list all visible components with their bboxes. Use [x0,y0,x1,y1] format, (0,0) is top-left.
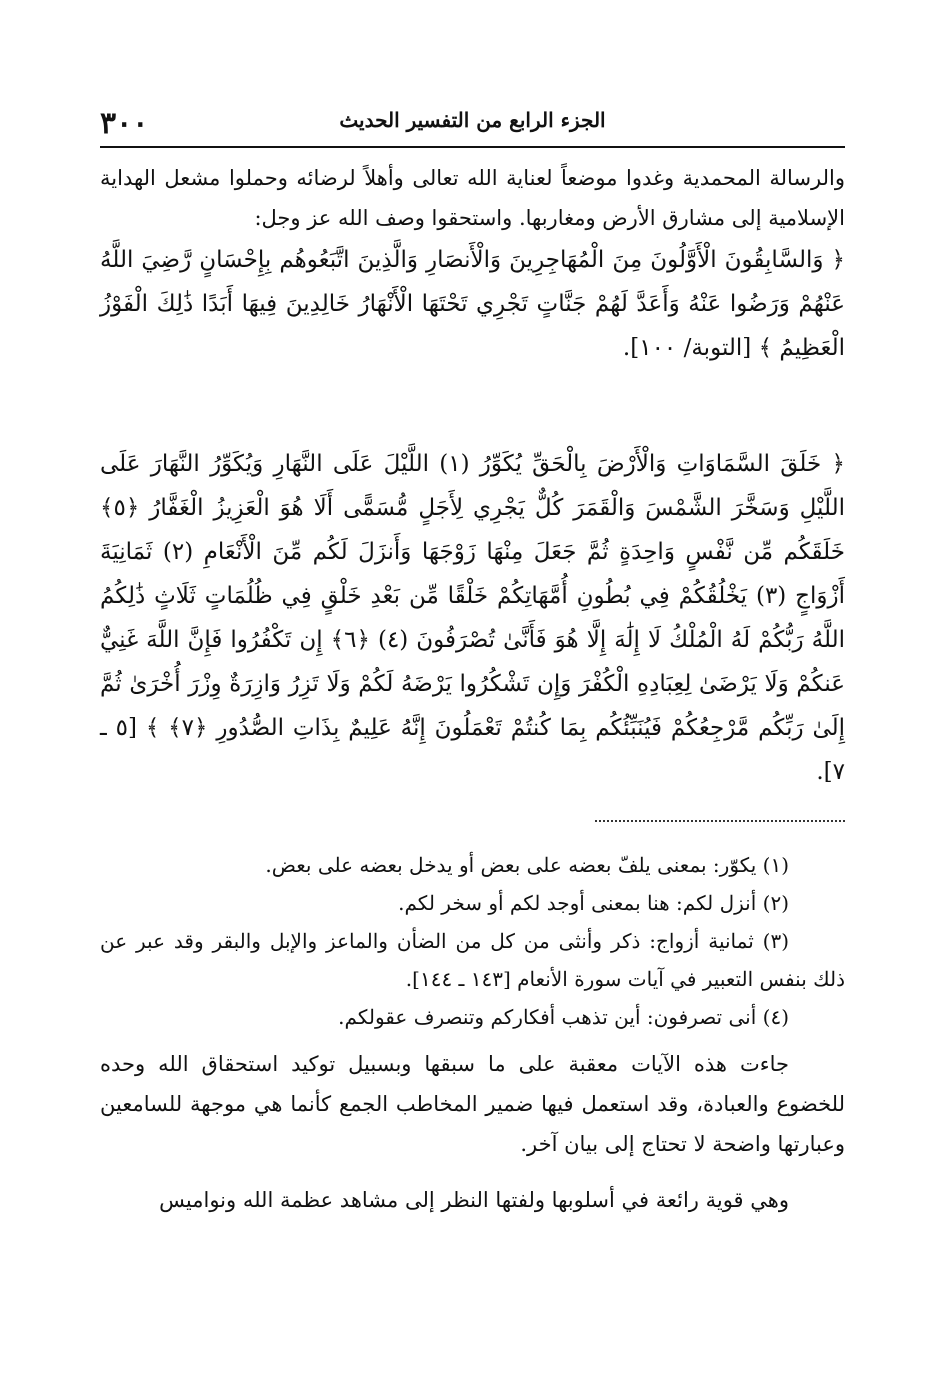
intro-text: والرسالة المحمدية وغدوا موضعاً لعناية الله تعالى وأهلاً لرضائه وحملوا مشعل الهداية الإسلامية إلى مشارق الأرض ومغاربها. واستحقوا وصف الله عز وجل: [100,166,845,230]
quran-reference: [التوبة/ ١٠٠]. [622,335,752,361]
footnote-3: (٣) ثمانية أزواج: ذكر وأنثى من كل من الضأن والماعز والإبل والبقر وقد عبر عن ذلك بنفس التعبير في آيات سورة الأنعام [١٤٣ ـ ١٤٤]. [100,929,845,991]
page-number: ٣٠٠ [100,106,149,141]
footnote-separator [595,820,845,822]
quran-verses-text: ﴿ خَلَقَ السَّمَاوَاتِ وَالْأَرْضَ بِالْحَقِّ يُكَوِّرُ (١) اللَّيْلَ عَلَى النَّهَارِ وَيُكَوِّرُ النَّهَارَ عَلَى اللَّيْلِ وَسَخَّرَ الشَّمْسَ وَالْقَمَرَ كُلٌّ يَجْرِي لِأَجَلٍ مُّسَمًّى أَلَا هُوَ الْعَزِيزُ الْغَفَّارُ ﴿٥﴾ خَلَقَكُم مِّن نَّفْسٍ وَاحِدَةٍ ثُمَّ جَعَلَ مِنْهَا زَوْجَهَا وَأَنزَلَ لَكُم مِّنَ الْأَنْعَامِ (٢) ثَمَانِيَةَ أَزْوَاجٍ (٣) يَخْلُقُكُمْ فِي بُطُونِ أُمَّهَاتِكُمْ خَلْقًا مِّن بَعْدِ خَلْقٍ فِي ظُلُمَاتٍ ثَلَاثٍ ذَٰلِكُمُ اللَّهُ رَبُّكُمْ لَهُ الْمُلْكُ لَا إِلَٰهَ إِلَّا هُوَ فَأَنَّىٰ تُصْرَفُونَ (٤) ﴿٦﴾ إِن تَكْفُرُوا فَإِنَّ اللَّهَ غَنِيٌّ عَنكُمْ وَلَا يَرْضَىٰ لِعِبَادِهِ الْكُفْرَ وَإِن تَشْكُرُوا يَرْضَهُ لَكُمْ وَلَا تَزِرُ وَازِرَةٌ وِزْرَ أُخْرَىٰ ثُمَّ إِلَىٰ رَبِّكُم مَّرْجِعُكُمْ فَيُنَبِّئُكُم بِمَا كُنتُمْ تَعْمَلُونَ إِنَّهُ عَلِيمٌ بِذَاتِ الصُّدُورِ ﴿٧﴾ ﴾ [100,451,846,741]
quran-reference: [٥ ـ ٧]. [100,715,845,785]
footnote-4: (٤) أنى تصرفون: أين تذهب أفكاركم وتنصرف عقولكم. [338,1005,789,1029]
commentary-paragraph-2: وهي قوية رائعة في أسلوبها ولفتها النظر إلى مشاهد عظمة الله ونواميس [159,1188,789,1212]
quran-verse-text: ﴿ وَالسَّابِقُونَ الْأَوَّلُونَ مِنَ الْمُهَاجِرِينَ وَالْأَنصَارِ وَالَّذِينَ اتَّبَعُوهُم بِإِحْسَانٍ رَّضِيَ اللَّهُ عَنْهُمْ وَرَضُوا عَنْهُ وَأَعَدَّ لَهُمْ جَنَّاتٍ تَجْرِي تَحْتَهَا الْأَنْهَارُ خَالِدِينَ فِيهَا أَبَدًا ذَٰلِكَ الْفَوْزُ الْعَظِيمُ ﴾ [100,247,845,361]
running-title: الجزء الرابع من التفسير الحديث [339,108,606,132]
footnotes [100,846,845,1036]
book-page [100,100,845,1360]
page-header [100,100,845,148]
intro-paragraph [100,158,845,238]
footnote-2: (٢) أنزل لكم: هنا بمعنى أوجد لكم أو سخر لكم. [398,891,789,915]
quran-verses-zumar [100,442,845,794]
quran-verse-tawbah [100,238,845,370]
footnote-1: (١) يكوّر: بمعنى يلفّ بعضه على بعض أو يدخل بعضه على بعض. [265,853,789,877]
commentary-paragraph-1: جاءت هذه الآيات معقبة على ما سبقها وبسبيل توكيد استحقاق الله وحده للخضوع والعبادة، وقد استعمل فيها ضمير المخاطب الجمع كأنما هي موجهة للسامعين وعبارتها واضحة لا تحتاج إلى بيان آخر. [100,1052,845,1156]
